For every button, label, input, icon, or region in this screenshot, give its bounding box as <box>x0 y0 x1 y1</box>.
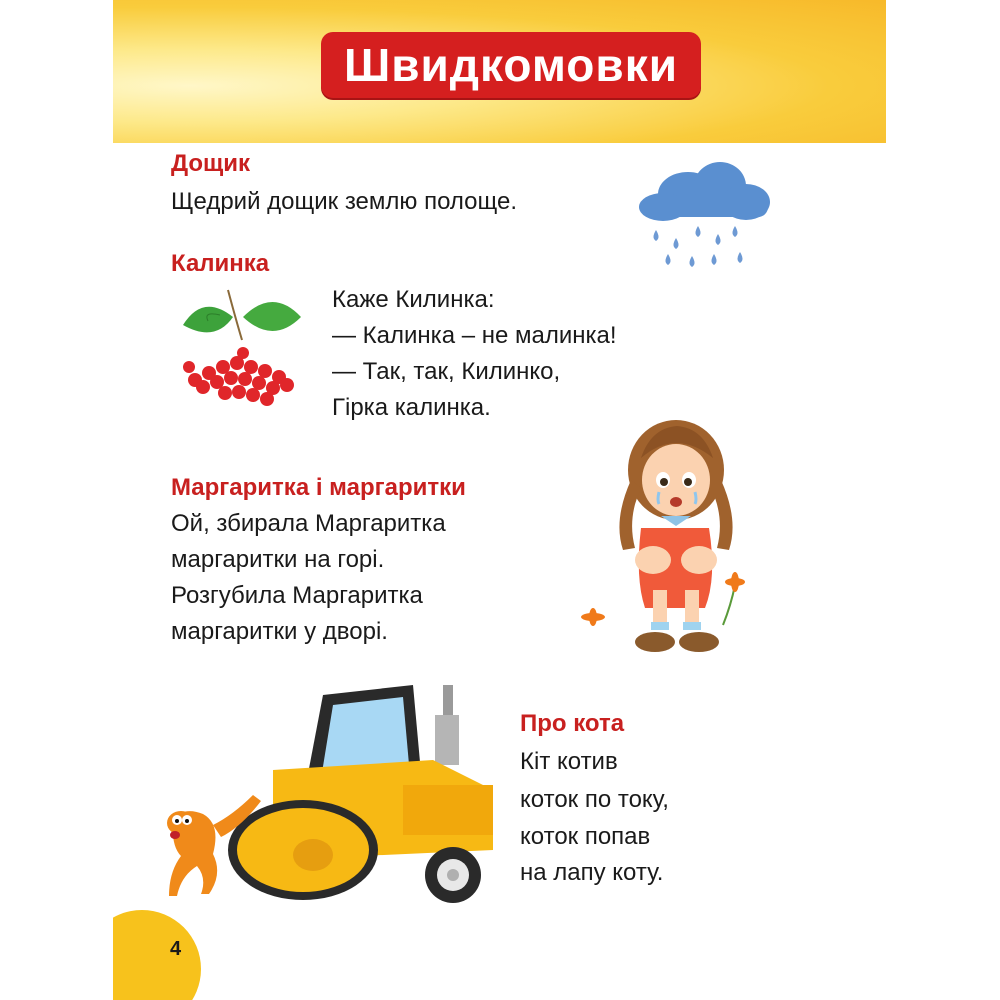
section-title-cat: Про кота <box>520 710 625 737</box>
daisy-line-4: маргаритки у дворі. <box>171 618 388 645</box>
rain-line-1: Щедрий дощик землю полоще. <box>171 188 518 215</box>
daisy-line-2: маргаритки на горі. <box>171 546 385 573</box>
viburnum-line-2: — Калинка – не малинка! <box>332 322 617 349</box>
viburnum-berries-icon <box>173 285 313 410</box>
viburnum-line-4: Гірка калинка. <box>332 394 491 421</box>
book-page <box>113 0 886 1000</box>
viburnum-line-3: — Так, так, Килинко, <box>332 358 561 385</box>
page-title: Швидкомовки <box>344 39 678 91</box>
section-title-daisy: Маргаритка і маргаритки <box>171 474 466 501</box>
daisy-line-3: Розгубила Маргаритка <box>171 582 423 609</box>
page-corner-decoration <box>113 910 201 1000</box>
page-number: 4 <box>170 938 182 960</box>
rain-cloud-icon <box>638 152 778 292</box>
crying-girl-illustration <box>573 410 773 665</box>
cat-line-4: на лапу коту. <box>520 859 664 886</box>
section-title-rain: Дощик <box>171 150 251 177</box>
viburnum-line-1: Каже Килинка: <box>332 286 495 313</box>
cat-line-3: коток попав <box>520 823 651 850</box>
section-title-viburnum: Калинка <box>171 250 270 277</box>
cat-line-1: Кіт котив <box>520 748 618 775</box>
cat-line-2: коток по току, <box>520 786 669 813</box>
daisy-line-1: Ой, збирала Маргаритка <box>171 510 446 537</box>
title-plate <box>321 32 701 98</box>
road-roller-cat-illustration <box>153 675 503 905</box>
